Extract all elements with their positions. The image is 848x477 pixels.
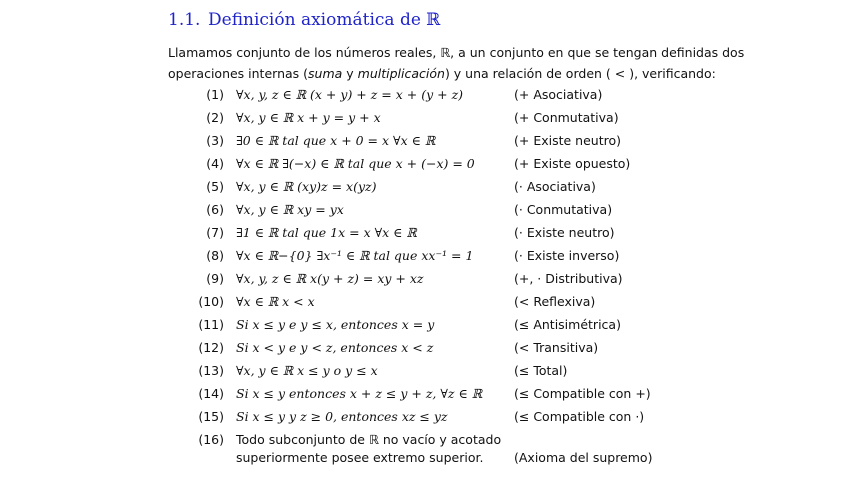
axiom-statement: Si x ≤ y y z ≥ 0, entonces xz ≤ yz: [236, 409, 448, 424]
axiom-row: [0, 176, 848, 198]
axiom-label: (· Asociativa): [514, 179, 596, 194]
intro-text: operaciones internas (: [168, 66, 309, 81]
axiom-row: [0, 84, 848, 106]
axiom-label: (· Conmutativa): [514, 202, 613, 217]
axiom-statement: ∀x, y ∈ ℝ (xy)z = x(yz): [236, 179, 377, 194]
intro-line-2: [168, 63, 716, 84]
axiom-statement: ∀x ∈ ℝ−{0} ∃x⁻¹ ∈ ℝ tal que xx⁻¹ = 1: [236, 248, 474, 263]
axiom-number: (1): [206, 87, 224, 102]
axiom-statement: ∀x, y ∈ ℝ xy = yx: [236, 202, 344, 217]
axiom-statement: ∀x, y, z ∈ ℝ (x + y) + z = x + (y + z): [236, 87, 464, 102]
axiom-label: (≤ Compatible con ·): [514, 409, 645, 424]
axiom-number: (13): [198, 363, 224, 378]
axiom-number: (9): [206, 271, 224, 286]
axiom-label: (+ Asociativa): [514, 87, 603, 102]
axiom-row: [0, 360, 848, 382]
axiom-number: (8): [206, 248, 224, 263]
axiom-statement: ∀x, y ∈ ℝ x + y = y + x: [236, 110, 381, 125]
axiom-number: (12): [198, 340, 224, 355]
section-number: 1.1.: [168, 10, 201, 30]
axiom-row: [0, 153, 848, 175]
axiom-statement: Si x ≤ y e y ≤ x, entonces x = y: [236, 317, 435, 332]
intro-text: ) y una relación de orden ( < ), verificando:: [444, 66, 716, 81]
axiom-statement: Si x < y e y < z, entonces x < z: [236, 340, 434, 355]
axiom-row: [0, 291, 848, 313]
axiom-row: [0, 245, 848, 267]
axiom-statement: ∃0 ∈ ℝ tal que x + 0 = x ∀x ∈ ℝ: [236, 133, 436, 148]
axiom-statement-line-1: Todo subconjunto de ℝ no vacío y acotado: [236, 432, 502, 447]
intro-line-1: Llamamos conjunto de los números reales, ℝ, a un conjunto en que se tengan definidas dos: [168, 45, 745, 60]
intro-emph-multiplicacion: multiplicación: [357, 66, 445, 81]
axiom-number: (7): [206, 225, 224, 240]
axiom-number: (2): [206, 110, 224, 125]
intro-text: y: [342, 66, 358, 81]
axiom-label: (< Reflexiva): [514, 294, 596, 309]
axiom-number: (14): [198, 386, 224, 401]
axiom-statement: ∀x ∈ ℝ x < x: [236, 294, 315, 309]
axiom-row: [0, 199, 848, 221]
axiom-statement: ∀x, y ∈ ℝ x ≤ y o y ≤ x: [236, 363, 378, 378]
axiom-row: [0, 429, 848, 469]
axiom-row: [0, 337, 848, 359]
axiom-label: (Axioma del supremo): [514, 450, 653, 465]
axiom-number: (3): [206, 133, 224, 148]
axiom-statement: ∀x, y, z ∈ ℝ x(y + z) = xy + xz: [236, 271, 424, 286]
axiom-row: [0, 383, 848, 405]
axiom-number: (15): [198, 409, 224, 424]
axiom-label: (< Transitiva): [514, 340, 599, 355]
axiom-row: [0, 406, 848, 428]
axiom-statement: ∀x ∈ ℝ ∃(−x) ∈ ℝ tal que x + (−x) = 0: [236, 156, 475, 171]
axiom-statement-line-2: superiormente posee extremo superior.: [236, 450, 484, 465]
section-title: Definición axiomática de ℝ: [208, 10, 441, 30]
axiom-label: (+ Existe neutro): [514, 133, 621, 148]
axiom-number: (10): [198, 294, 224, 309]
axiom-label: (+ Conmutativa): [514, 110, 619, 125]
axiom-label: (≤ Compatible con +): [514, 386, 651, 401]
axiom-row: [0, 222, 848, 244]
axiom-number: (16): [198, 432, 224, 447]
axiom-statement: ∃1 ∈ ℝ tal que 1x = x ∀x ∈ ℝ: [236, 225, 417, 240]
axiom-number: (5): [206, 179, 224, 194]
axiom-number: (11): [198, 317, 224, 332]
axiom-label: (+, · Distributiva): [514, 271, 623, 286]
axiom-statement: Si x ≤ y entonces x + z ≤ y + z, ∀z ∈ ℝ: [236, 386, 483, 401]
axiom-label: (≤ Total): [514, 363, 568, 378]
axiom-number: (4): [206, 156, 224, 171]
axiom-row: [0, 130, 848, 152]
intro-emph-suma: suma: [308, 66, 343, 81]
axiom-number: (6): [206, 202, 224, 217]
axiom-label: (· Existe neutro): [514, 225, 615, 240]
axiom-row: [0, 107, 848, 129]
axiom-label: (+ Existe opuesto): [514, 156, 631, 171]
section-heading: [168, 10, 440, 30]
axiom-label: (≤ Antisimétrica): [514, 317, 621, 332]
intro-paragraph: [168, 42, 745, 84]
axiom-row: [0, 268, 848, 290]
axiom-label: (· Existe inverso): [514, 248, 620, 263]
axiom-row: [0, 314, 848, 336]
